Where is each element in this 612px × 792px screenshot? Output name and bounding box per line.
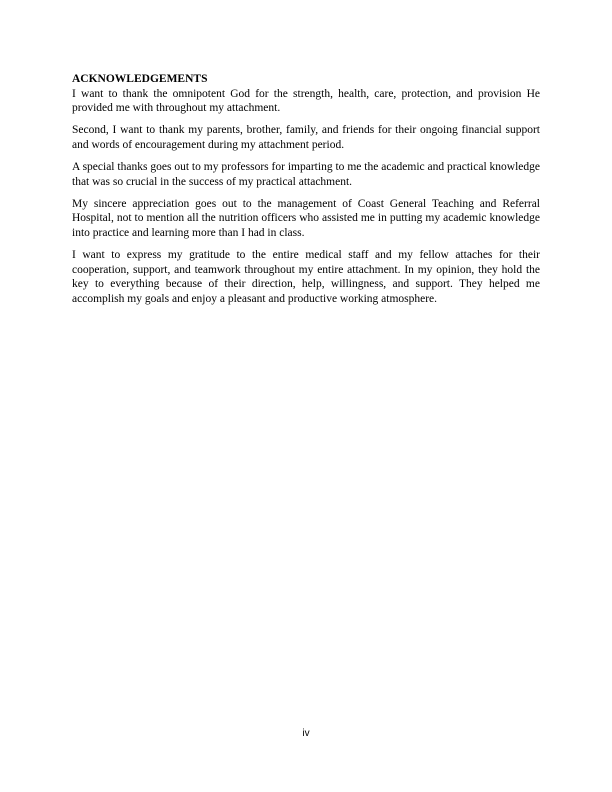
page-number: iv <box>302 728 310 739</box>
paragraph-thanks-management: My sincere appreciation goes out to the management of Coast General Teaching and Referral Hospital, not to mention all the nutrition officers who assisted me in putting my academic knowledge into practice and learning more than I had in class. <box>72 197 540 239</box>
paragraph-thanks-god: I want to thank the omnipotent God for the strength, health, care, protection, and provision He provided me with throughout my attachment. <box>72 87 540 115</box>
paragraph-thanks-family: Second, I want to thank my parents, brother, family, and friends for their ongoing financial support and words of encouragement during my attachment period. <box>72 124 540 151</box>
paragraph-thanks-staff: I want to express my gratitude to the entire medical staff and my fellow attaches for their cooperation, support, and teamwork throughout my entire attachment. In my opinion, they hold the key to everything because of their direction, help, willingness, and support. They helped me accomplish my goals and enjoy a pleasant and productive working atmosphere. <box>72 248 540 305</box>
acknowledgements-section <box>72 72 540 314</box>
section-heading: ACKNOWLEDGEMENTS <box>72 73 208 85</box>
paragraph-thanks-professors: A special thanks goes out to my professors for imparting to me the academic and practical knowledge that was so crucial in the success of my practical attachment. <box>72 160 540 188</box>
